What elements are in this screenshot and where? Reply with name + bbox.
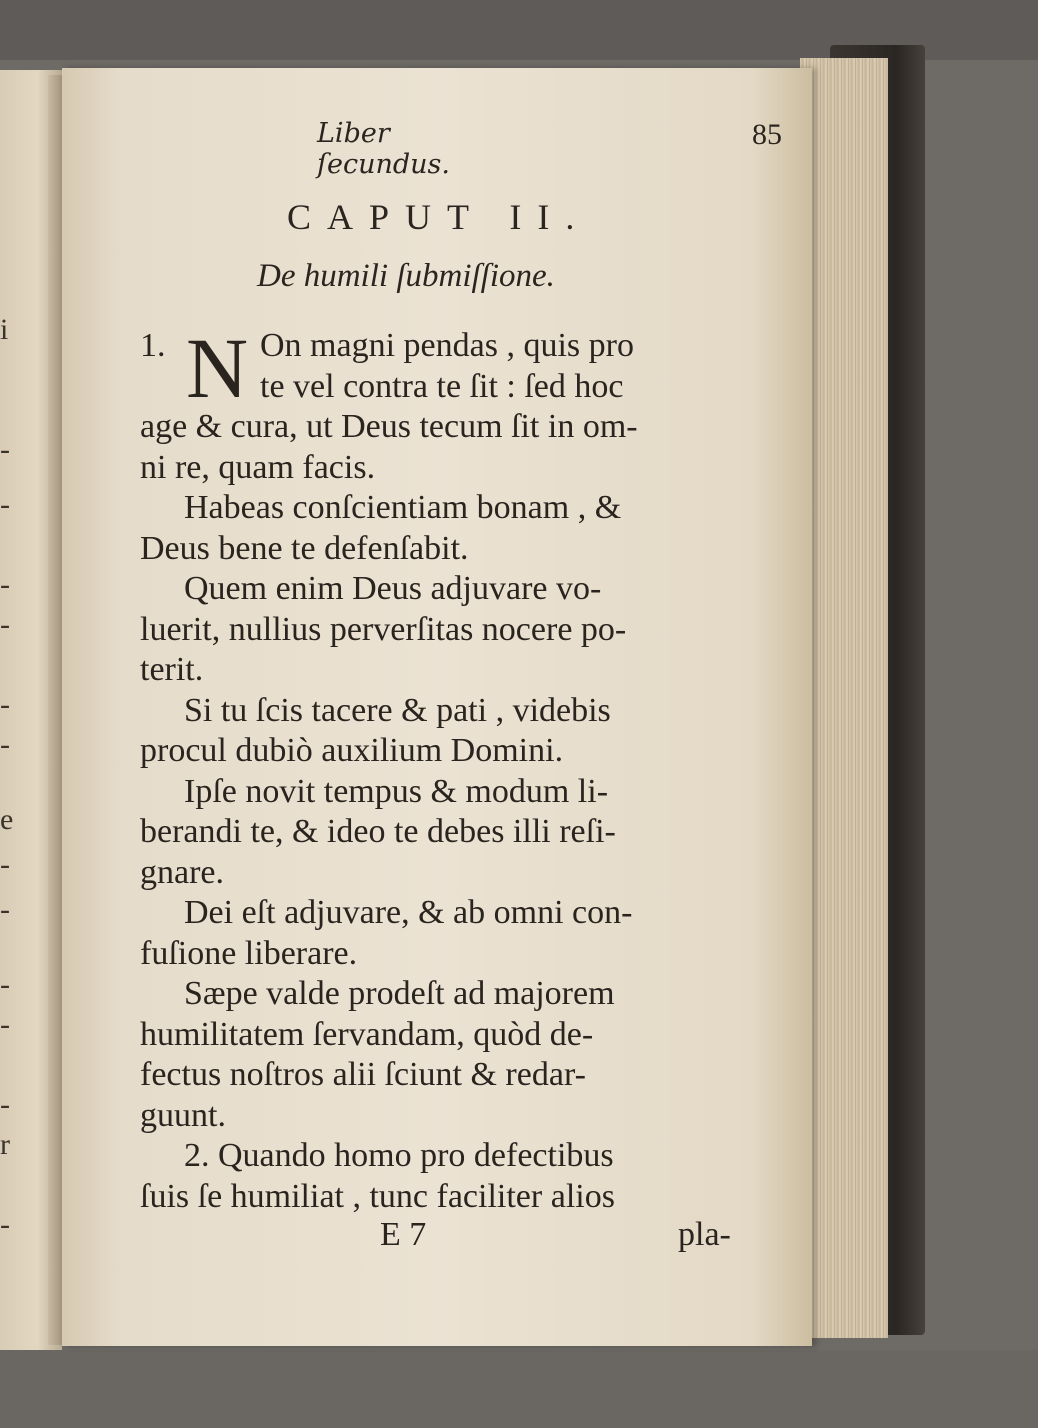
facing-page-glyph: - <box>0 968 10 1001</box>
signature-mark: E 7 <box>380 1216 427 1253</box>
text-line: fuſione liberare. <box>140 934 358 972</box>
book-page <box>62 68 812 1346</box>
text-line: Quem enim Deus adjuvare vo- <box>184 570 602 607</box>
text-line: procul dubiò auxilium Domini. <box>140 732 564 769</box>
text-line-content: On magni pendas , quis pro <box>260 327 634 364</box>
facing-page-glyph: - <box>0 728 10 761</box>
text-line: luerit, nullius perverſitas nocere po- <box>140 610 627 648</box>
facing-page-glyph: e <box>0 803 14 836</box>
text-line: gnare. <box>140 853 225 891</box>
background-bottom <box>0 1350 1038 1428</box>
text-line: berandi te, & ideo te debes illi reſi- <box>140 813 616 850</box>
page-edges <box>800 58 888 1338</box>
facing-page-glyph: - <box>0 608 10 641</box>
text-line: 2. Quando homo pro defectibus <box>184 1137 614 1174</box>
catchword: pla- <box>678 1216 731 1253</box>
paragraph-number: 1. <box>140 327 166 364</box>
text-line: Sæpe valde prodeſt ad majorem <box>184 975 615 1012</box>
facing-page-glyph: - <box>0 1208 10 1241</box>
text-line: ni re, quam facis. <box>140 448 376 486</box>
text-line: humilitatem ſervandam, quòd de- <box>140 1015 594 1053</box>
text-line: Si tu ſcis tacere & pati , videbis <box>184 691 611 729</box>
page-number: 85 <box>752 118 782 151</box>
text-line: te vel contra te ſit : ſed hoc <box>260 367 624 405</box>
text-line: age & cura, ut Deus tecum ſit in om- <box>140 408 638 445</box>
text-line: Deus bene te defenſabit. <box>140 529 469 567</box>
body-text <box>140 320 760 1217</box>
facing-page-glyph: - <box>0 433 10 466</box>
facing-page-glyph: - <box>0 893 10 926</box>
facing-page-glyph: i <box>0 313 9 346</box>
facing-page-glyph: r <box>0 1128 10 1161</box>
opening-paragraph <box>140 320 760 416</box>
facing-page-glyph: - <box>0 848 10 881</box>
text-line: Dei eſt adjuvare, & ab omni con- <box>184 894 633 931</box>
facing-page-glyph: - <box>0 1008 10 1041</box>
facing-page-glyph: - <box>0 688 10 721</box>
chapter-subtitle: De humili ſubmiſſione. <box>257 258 555 294</box>
chapter-title: CAPUT II. <box>287 197 591 237</box>
text-line: fectus noſtros alii ſciunt & redar- <box>140 1056 586 1093</box>
text-line: Ipſe novit tempus & modum li- <box>184 772 609 810</box>
running-head: Liber ſecundus. <box>317 118 450 180</box>
facing-page-glyph: - <box>0 1088 10 1121</box>
drop-cap: N <box>186 320 249 416</box>
text-line: guunt. <box>140 1096 226 1134</box>
text-line: terit. <box>140 651 204 688</box>
page-footer <box>140 1216 760 1256</box>
facing-page-glyph: - <box>0 568 10 601</box>
text-line: Habeas conſcientiam bonam , & <box>184 489 622 526</box>
text-line: ſuis ſe humiliat , tunc faciliter alios <box>140 1177 615 1215</box>
facing-page-glyph: - <box>0 488 10 521</box>
